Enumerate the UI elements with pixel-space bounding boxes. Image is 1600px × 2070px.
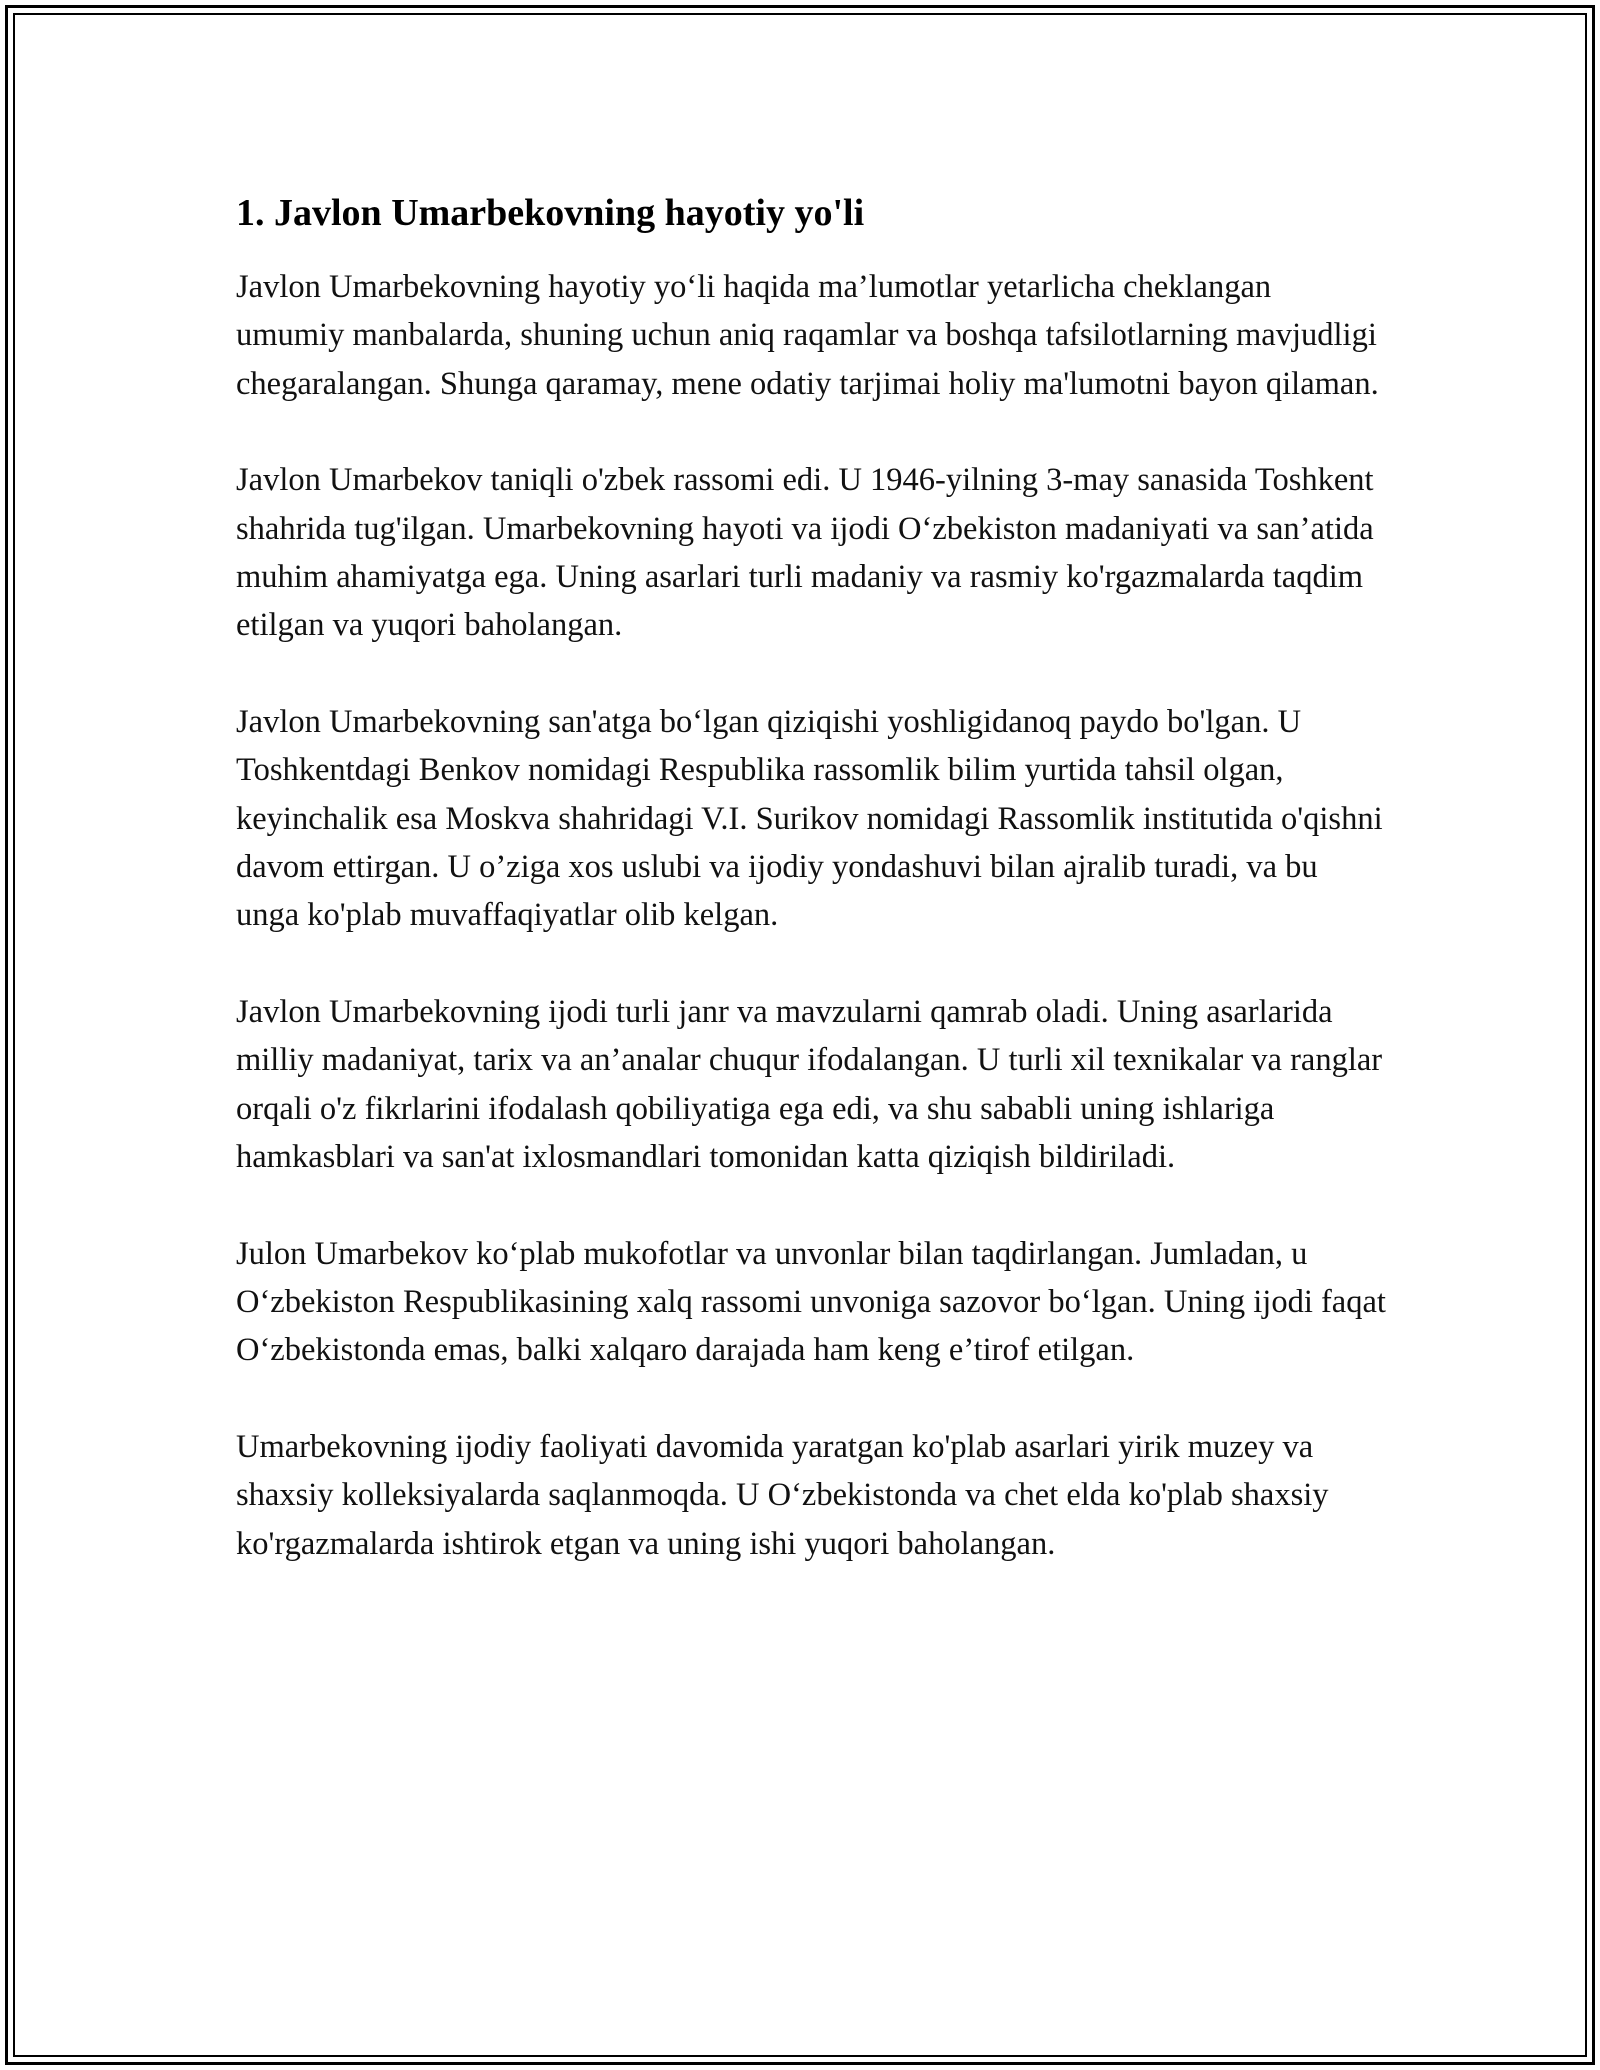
paragraph-intro: Javlon Umarbekovning hayotiy yo‘li haqida ma’lumotlar yetarlicha cheklangan umumiy manbalarda, shuning uchun aniq raqamlar va boshqa tafsilotlarning mavjudligi chegaralangan. Shunga qaramay, mene odatiy tarjimai holiy ma'lumotni bayon qilaman.: [236, 269, 1379, 402]
paragraph-awards: Julon Umarbekov ko‘plab mukofotlar va unvonlar bilan taqdirlangan. Jumladan, u O‘zbekiston Respublikasining xalq rassomi unvoniga sazovor bo‘lgan. Uning ijodi faqat O‘zbekistonda emas, balki xalqaro darajada ham keng e’tirof etilgan.: [236, 1235, 1386, 1369]
section-heading: 1. Javlon Umarbekovning hayotiy yo'li: [236, 192, 865, 234]
paragraph-works: Javlon Umarbekovning ijodi turli janr va mavzularni qamrab oladi. Uning asarlarida milliy madaniyat, tarix va an’analar chuqur ifodalangan. U turli xil texnikalar va ranglar orqali o'z fikrlarini ifodalash qobiliyatiga ega edi, va shu sababli uning ishlariga hamkasblari va san'at ixlosmandlari tomonidan katta qiziqish bildiriladi.: [236, 993, 1383, 1176]
paragraph-education: Javlon Umarbekovning san'atga bo‘lgan qiziqishi yoshligidanoq paydo bo'lgan. U Toshkentdagi Benkov nomidagi Respublika rassomlik bilim yurtida tahsil olgan, keyinchalik esa Moskva shahridagi V.I. Surikov nomidagi Rassomlik institutida o'qishni davom ettirgan. U o’ziga xos uslubi va ijodiy yondashuvi bilan ajralib turadi, va bu unga ko'plab muvaffaqiyatlar olib kelgan.: [236, 703, 1383, 934]
paragraph-birth: Javlon Umarbekov taniqli o'zbek rassomi edi. U 1946-yilning 3-may sanasida Toshkent shahrida tug'ilgan. Umarbekovning hayoti va ijodi O‘zbekiston madaniyati va san’atida muhim ahamiyatga ega. Uning asarlari turli madaniy va rasmiy ko'rgazmalarda taqdim etilgan va yuqori baholangan.: [236, 462, 1374, 644]
paragraph-collections: Umarbekovning ijodiy faoliyati davomida yaratgan ko'plab asarlari yirik muzey va shaxsiy kolleksiyalarda saqlanmoqda. U O‘zbekistonda va chet elda ko'plab shaxsiy ko'rgazmalarda ishtirok etgan va uning ishi yuqori baholangan.: [236, 1428, 1329, 1562]
document-body: [236, 183, 1386, 1616]
